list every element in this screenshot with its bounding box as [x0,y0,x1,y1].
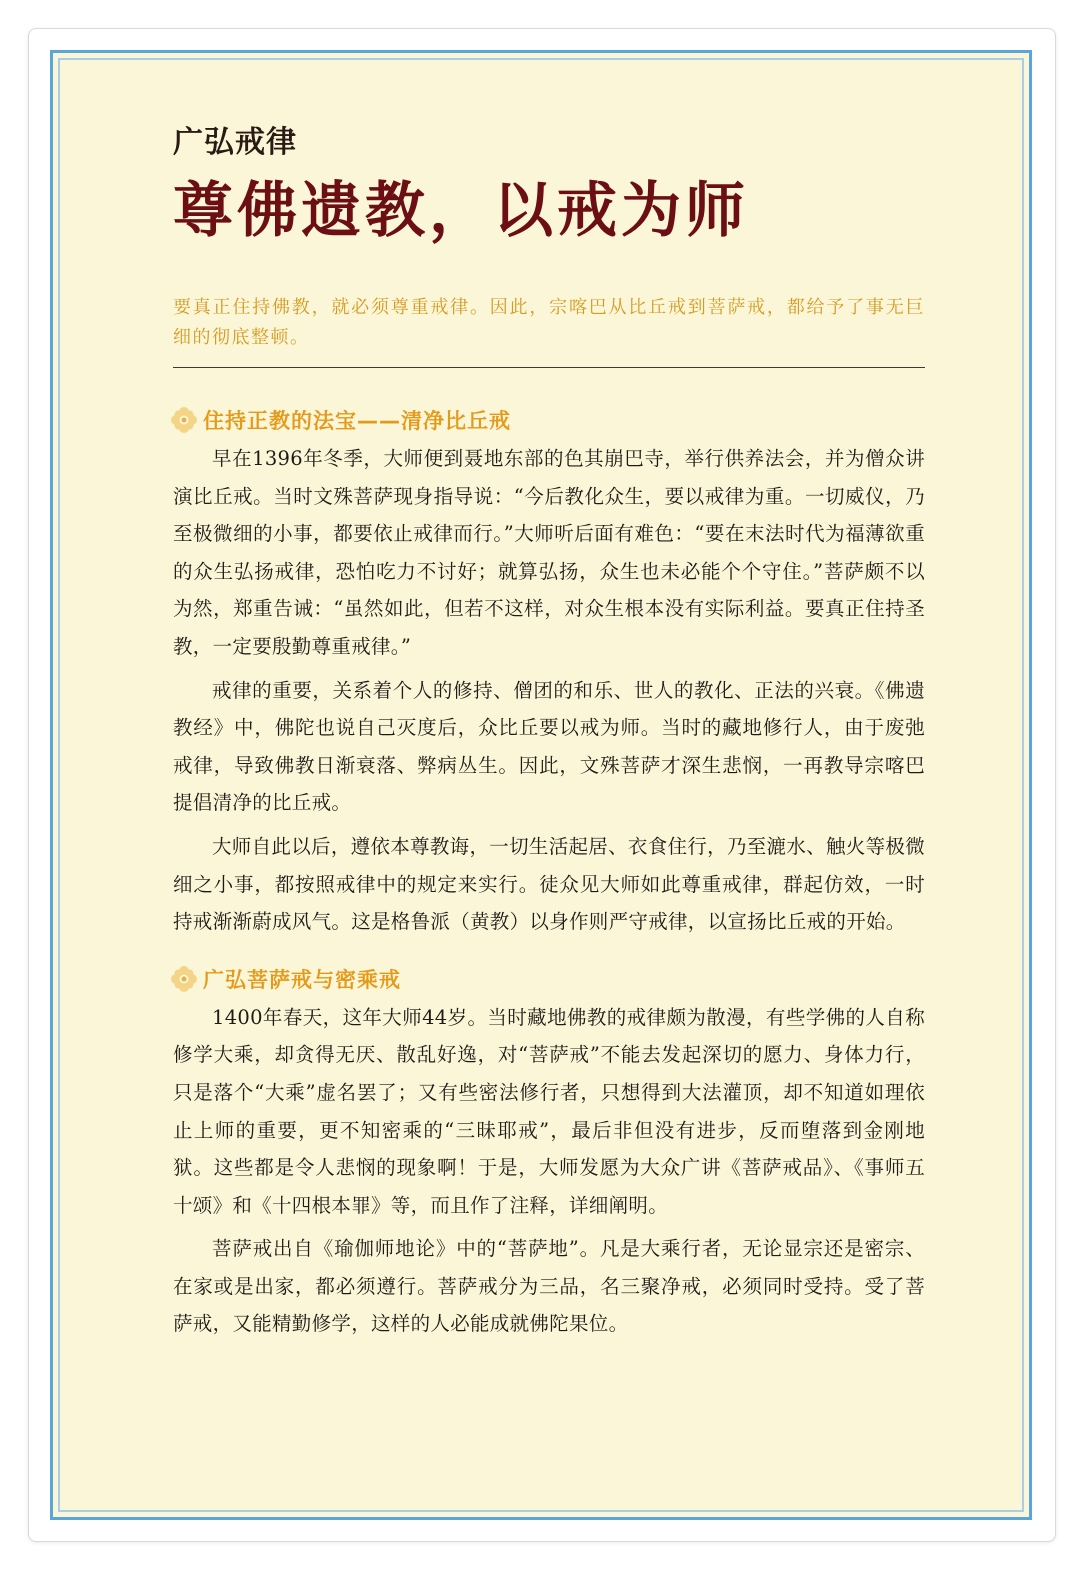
section-title: 广弘菩萨戒与密乘戒 [203,967,401,992]
book-page [50,50,1032,1520]
body-paragraph: 早在1396年冬季，大师便到聂地东部的色其崩巴寺，举行供养法会，并为僧众讲演比丘戒。当时文殊菩萨现身指导说：“今后教化众生，要以戒律为重。一切威仪，乃至极微细的小事，都要依止戒律而行。”大师听后面有难色：“要在末法时代为福薄欲重的众生弘扬戒律，恐怕吃力不讨好；就算弘扬，众生也未必能个个守住。”菩萨颇不以为然，郑重告诫：“虽然如此，但若不这样，对众生根本没有实际利益。要真正住持圣教，一定要殷勤尊重戒律。” [173,447,925,658]
lead-paragraph: 要真正住持佛教，就必须尊重戒律。因此，宗喀巴从比丘戒到菩萨戒，都给予了事无巨细的彻底整顿。 [173,297,925,348]
page-title: 尊佛遗教，以戒为师 [173,176,749,246]
body-paragraph: 1400年春天，这年大师44岁。当时藏地佛教的戒律颇为散漫，有些学佛的人自称修学大乘，却贪得无厌、散乱好逸，对“菩萨戒”不能去发起深切的愿力、身体力行，只是落个“大乘”虚名罢了；又有些密法修行者，只想得到大法灌顶，却不知道如理依止上师的重要，更不知密乘的“三昧耶戒”，最后非但没有进步，反而堕落到金刚地狱。这些都是令人悲悯的现象啊！于是，大师发愿为大众广讲《菩萨戒品》、《事师五十颂》和《十四根本罪》等，而且作了注释，详细阐明。 [173,1005,925,1217]
section-title: 住持正教的法宝——清净比丘戒 [203,409,511,433]
flower-icon [169,964,199,994]
section-heading-2 [173,963,925,995]
body-paragraph: 大师自此以后，遵依本尊教诲，一切生活起居、衣食住行，乃至漉水、触火等极微细之小事，都按照戒律中的规定来实行。徒众见大师如此尊重戒律，群起仿效，一时持戒渐渐蔚成风气。这是格鲁派（黄教）以身作则严守戒律，以宣扬比丘戒的开始。 [173,834,925,934]
chapter-kicker: 广弘戒律 [173,125,297,160]
section-heading-1 [173,404,925,436]
flower-icon [169,405,199,435]
page-content [173,123,925,1343]
body-paragraph: 菩萨戒出自《瑜伽师地论》中的“菩萨地”。凡是大乘行者，无论显宗还是密宗、在家或是出家，都必须遵行。菩萨戒分为三品，名三聚净戒，必须同时受持。受了菩萨戒，又能精勤修学，这样的人必能成就佛陀果位。 [173,1237,925,1336]
body-paragraph: 戒律的重要，关系着个人的修持、僧团的和乐、世人的教化、正法的兴衰。《佛遗教经》中，佛陀也说自己灭度后，众比丘要以戒为师。当时的藏地修行人，由于废弛戒律，导致佛教日渐衰落、弊病丛生。因此，文殊菩萨才深生悲悯，一再教导宗喀巴提倡清净的比丘戒。 [173,678,925,815]
divider-rule [173,367,925,368]
